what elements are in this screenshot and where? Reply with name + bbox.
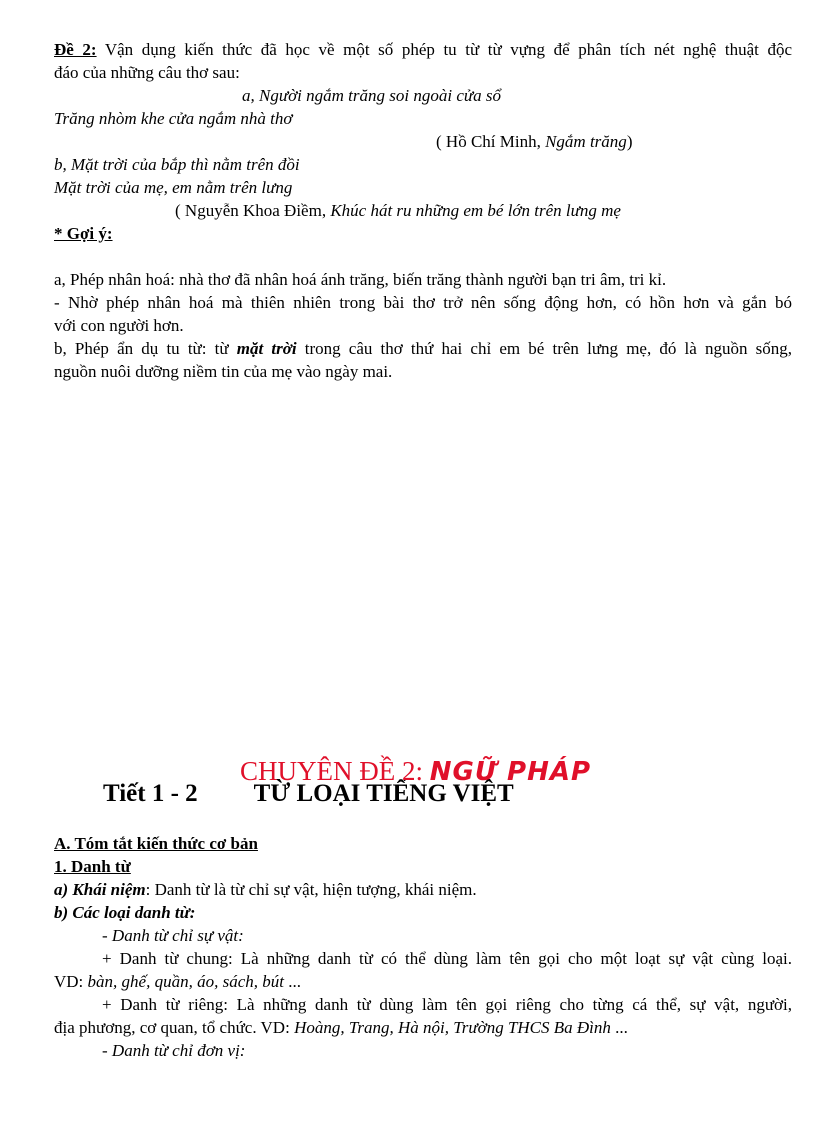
- types-heading: b) Các loại danh từ:: [54, 903, 196, 922]
- common-noun-line-1: + Danh từ chung: Là những danh từ có thể dùng làm tên gọi cho một loạt sự vật cùng loại.: [102, 949, 792, 968]
- poem-b-line-2: Mặt trời của mẹ, em nằm trên lưng: [54, 178, 293, 197]
- exercise-prompt-line-1: Đề 2: Vận dụng kiến thức đã học về một số phép tu từ từ vựng để phân tích nét nghệ thuật độc: [54, 40, 793, 59]
- hint-line-5: nguồn nuôi dưỡng niềm tin của mẹ vào ngày mai.: [54, 362, 393, 381]
- type-object-nouns: - Danh từ chỉ sự vật:: [102, 926, 244, 945]
- concept-line: a) Khái niệm: Danh từ là từ chỉ sự vật, hiện tượng, khái niệm.: [54, 880, 477, 899]
- poem-b-citation: ( Nguyễn Khoa Điềm, Khúc hát ru những em bé lớn trên lưng mẹ: [175, 201, 621, 220]
- poem-a-citation: ( Hồ Chí Minh, Ngắm trăng): [436, 132, 633, 151]
- lesson-title: Tiết 1 - 2 TỪ LOẠI TIẾNG VIỆT: [103, 780, 514, 807]
- chapter-title: CHUYÊN ĐỀ 2: NGỮ PHÁP: [240, 756, 592, 787]
- exercise-label: Đề 2:: [54, 40, 97, 59]
- type-unit-nouns: - Danh từ chỉ đơn vị:: [102, 1041, 246, 1060]
- common-noun-line-2: VD: bàn, ghế, quần, áo, sách, bút ...: [54, 972, 301, 991]
- section-heading: A. Tóm tắt kiến thức cơ bản: [54, 834, 258, 853]
- poem-b-line-1: b, Mặt trời của bắp thì nằm trên đồi: [54, 155, 300, 174]
- hint-line-3: với con người hơn.: [54, 316, 184, 335]
- hint-heading: * Gợi ý:: [54, 224, 113, 243]
- poem-a-line-1: a, Người ngắm trăng soi ngoài cửa sổ: [242, 86, 502, 105]
- hint-line-4: b, Phép ẩn dụ tu từ: từ mặt trời trong câu thơ thứ hai chỉ em bé trên lưng mẹ, đó là nguồn sống,: [54, 339, 792, 358]
- exercise-prompt-line-2: đáo của những câu thơ sau:: [54, 63, 240, 82]
- proper-noun-line-2: địa phương, cơ quan, tổ chức. VD: Hoàng, Trang, Hà nội, Trường THCS Ba Đình ...: [54, 1018, 628, 1037]
- subsection-heading-nouns: 1. Danh từ: [54, 857, 131, 876]
- hint-line-1: a, Phép nhân hoá: nhà thơ đã nhân hoá ánh trăng, biến trăng thành người bạn tri âm, tri kỉ.: [54, 270, 667, 289]
- hint-line-2: - Nhờ phép nhân hoá mà thiên nhiên trong bài thơ trở nên sống động hơn, có hồn hơn và gắn bó: [54, 293, 792, 312]
- proper-noun-line-1: + Danh từ riêng: Là những danh từ dùng làm tên gọi riêng cho từng cá thể, sự vật, người,: [102, 995, 792, 1014]
- poem-a-line-2: Trăng nhòm khe cửa ngắm nhà thơ: [54, 109, 293, 128]
